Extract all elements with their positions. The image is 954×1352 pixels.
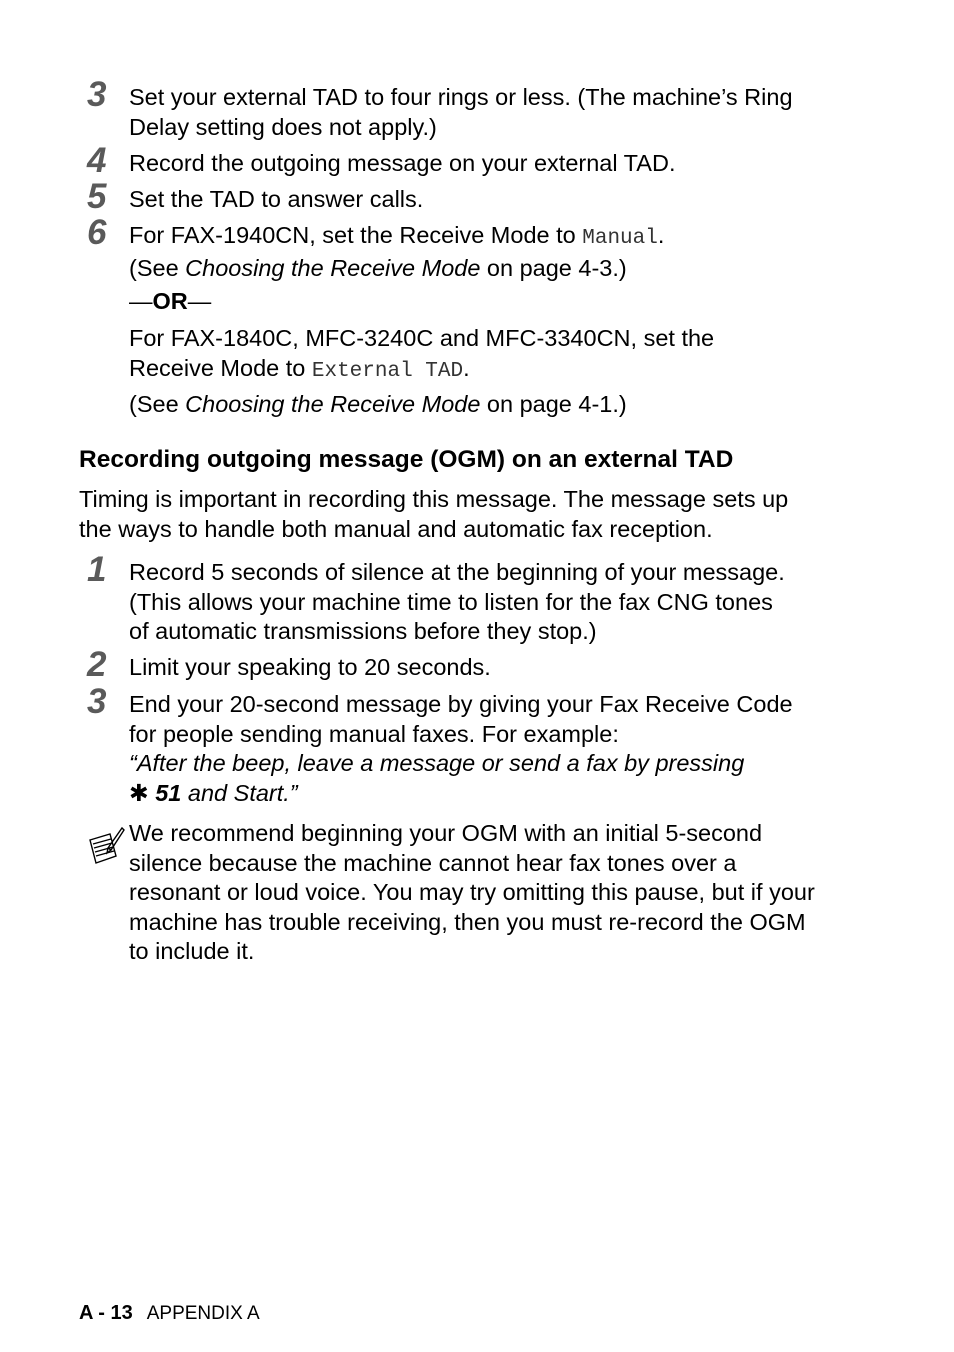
text-run: For FAX-1940CN, set the Receive Mode to bbox=[129, 222, 583, 248]
step-number: 1 bbox=[87, 550, 107, 589]
step-line: Delay setting does not apply.) bbox=[129, 113, 437, 140]
text-run: (See bbox=[129, 254, 186, 281]
step-text: Record the outgoing message on your external TAD. bbox=[129, 150, 676, 176]
step-number: 3 bbox=[87, 682, 107, 721]
intro-line: Timing is important in recording this message. The message sets up bbox=[79, 486, 789, 512]
dash: — bbox=[129, 288, 153, 314]
step-text: Set the TAD to answer calls. bbox=[129, 186, 424, 212]
step-number: 6 bbox=[87, 213, 107, 252]
step-line: of automatic transmissions before they stop.) bbox=[129, 618, 597, 644]
step-number: 3 bbox=[87, 75, 107, 114]
step-line: Set your external TAD to four rings or less. (The machine’s Ring bbox=[129, 84, 793, 110]
or-label: OR bbox=[152, 288, 188, 314]
cross-reference: Choosing the Receive Mode bbox=[185, 391, 481, 417]
step-line bbox=[129, 254, 829, 284]
page-footer bbox=[79, 1301, 260, 1326]
step-line bbox=[129, 221, 829, 254]
note-line: resonant or loud voice. You may try omitting this pause, but if your bbox=[129, 879, 815, 905]
text-run: Receive Mode to bbox=[129, 354, 312, 381]
step-number: 5 bbox=[87, 177, 107, 216]
alt-instruction bbox=[129, 324, 829, 386]
example-quote bbox=[129, 779, 829, 809]
text-run: on page 4-3.) bbox=[480, 254, 627, 281]
example-quote bbox=[129, 749, 829, 779]
cross-reference: Choosing the Receive Mode bbox=[185, 254, 481, 281]
star-key-icon: ✱ bbox=[129, 779, 149, 806]
step-number: 4 bbox=[87, 141, 107, 180]
note-line: machine has trouble receiving, then you must re-record the OGM bbox=[129, 908, 806, 935]
text-run: . bbox=[657, 222, 665, 248]
step-number: 2 bbox=[87, 645, 107, 684]
step-line: For FAX-1840C, MFC-3240C and MFC-3340CN, set the bbox=[129, 325, 715, 351]
lcd-text: Manual bbox=[582, 227, 658, 250]
alt-see-reference bbox=[129, 390, 829, 420]
note-pad-icon bbox=[86, 826, 126, 866]
note-line: We recommend beginning your OGM with an initial 5-second bbox=[129, 820, 763, 846]
section-intro bbox=[79, 485, 839, 544]
step-text bbox=[129, 558, 829, 647]
text-run: on page 4-1.) bbox=[480, 391, 627, 417]
step-line: (This allows your machine time to listen for the fax CNG tones bbox=[129, 588, 773, 615]
step-line: for people sending manual faxes. For example: bbox=[129, 720, 619, 747]
step-text bbox=[129, 83, 829, 142]
step-text bbox=[129, 221, 829, 283]
footer-section: APPENDIX A bbox=[146, 1303, 260, 1324]
note-line: to include it. bbox=[129, 938, 255, 964]
section-heading: Recording outgoing message (OGM) on an external TAD bbox=[79, 446, 734, 473]
note-line: silence because the machine cannot hear fax tones over a bbox=[129, 849, 737, 876]
text-run: . bbox=[463, 354, 470, 381]
quote-line: “After the beep, leave a message or send a fax by pressing bbox=[129, 750, 745, 776]
quote-line: and Start.” bbox=[181, 779, 298, 806]
lcd-text: External TAD bbox=[311, 359, 464, 383]
page-number: A - 13 bbox=[79, 1302, 133, 1324]
dash: — bbox=[187, 288, 212, 314]
receive-code: 51 bbox=[148, 779, 182, 806]
step-text bbox=[129, 690, 829, 808]
text-run: (See bbox=[129, 391, 186, 417]
step-line: Record 5 seconds of silence at the beginning of your message. bbox=[129, 559, 785, 585]
intro-line: the ways to handle both manual and automatic fax reception. bbox=[79, 515, 713, 542]
or-separator bbox=[129, 287, 829, 317]
note-text bbox=[129, 819, 829, 967]
step-text: Limit your speaking to 20 seconds. bbox=[129, 654, 491, 680]
step-line bbox=[129, 354, 829, 387]
step-line: End your 20-second message by giving your Fax Receive Code bbox=[129, 691, 793, 717]
